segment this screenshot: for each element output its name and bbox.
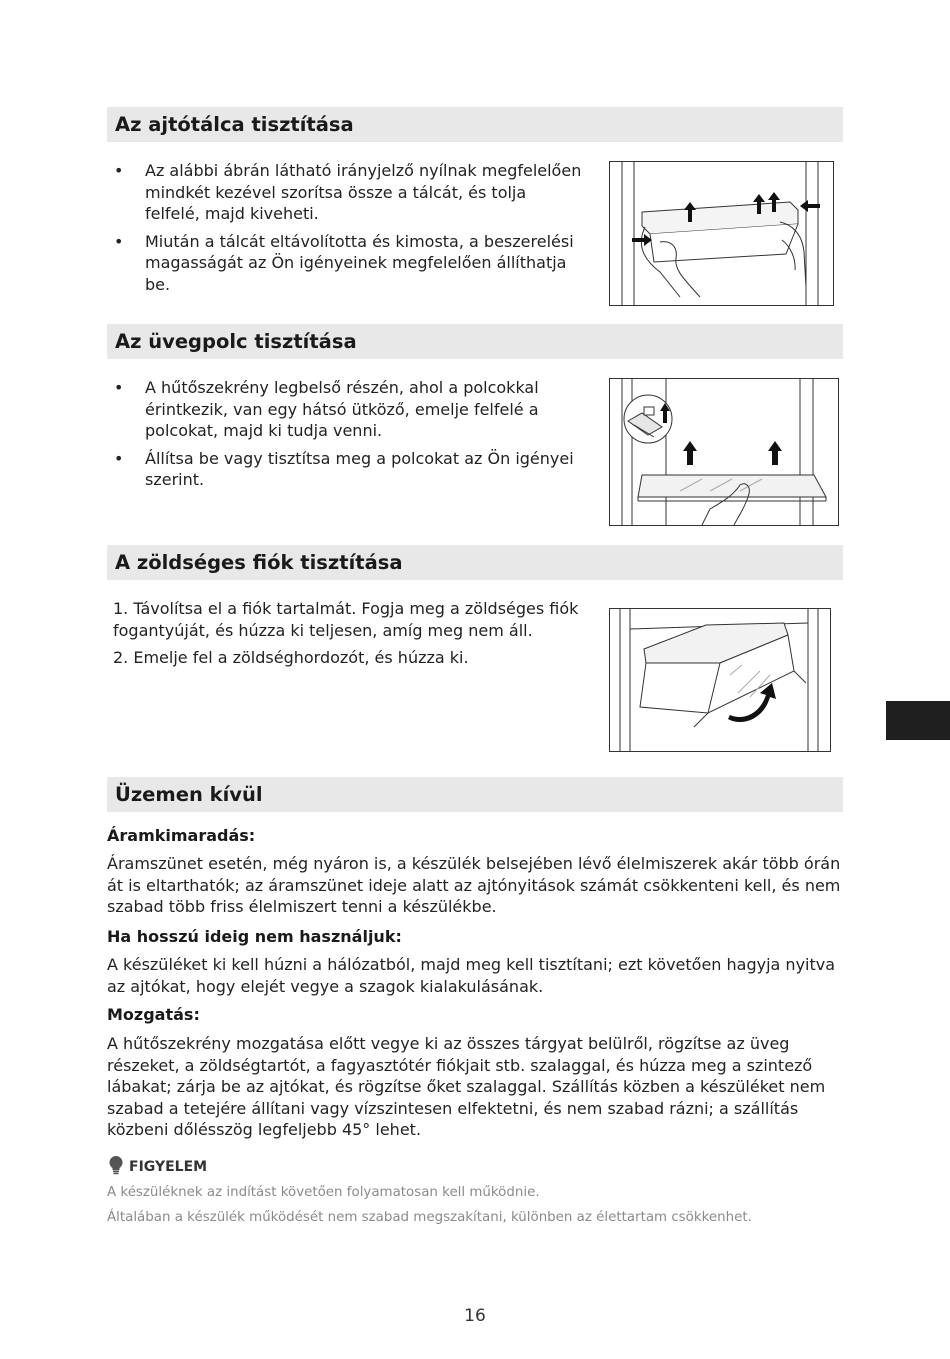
crisper-steps [113, 598, 588, 675]
list-item: • A hűtőszekrény legbelső részén, ahol a polcokkal érintkezik, van egy hátsó ütköző, emelje felfelé a polcokat, majd ki tudja venni. [114, 377, 584, 442]
subheading-long-unused: Ha hosszú ideig nem használjuk: [107, 927, 402, 946]
paragraph-power-outage: Áramszünet esetén, még nyáron is, a készülék belsejében lévő élelmiszerek akár több órán át is eltarthatók; az áramszünet ideje alatt az ajtónyitások számát csökkenteni kell, és nem szabad több friss élelmiszert tenni a készülékbe. [107, 854, 841, 916]
notice-line: A készüléknek az indítást követően folyamatosan kell működnie. [107, 1185, 540, 1200]
subheading-power-outage: Áramkimaradás: [107, 826, 256, 845]
list-item: 1. Távolítsa el a fiók tartalmát. Fogja meg a zöldséges fiók fogantyúját, és húzza ki teljesen, amíg meg nem áll. [113, 599, 579, 640]
page-number: 16 [464, 1306, 486, 1326]
paragraph-moving: A hűtőszekrény mozgatása előtt vegye ki az összes tárgyat belülről, rögzítse az üveg részeket, a zöldségtartót, a fagyasztótér fiókjait stb. szalaggal, és húzza meg a szintező lábakat; zárja be az ajtókat, és rögzítse őket szalaggal. Szállítás közben a készüléket nem szabad a tetejére állítani vagy vízszintesen elfektetni, és nem szabad rázni; a szállítás közbeni dőlésszög legfeljebb 45° lehet. [107, 1034, 826, 1139]
list-item: • Állítsa be vagy tisztítsa meg a polcokat az Ön igényei szerint. [114, 448, 584, 491]
page-tab-marker [886, 701, 950, 740]
list-item: 2. Emelje fel a zöldséghordozót, és húzza ki. [113, 648, 469, 667]
door-tray-list [114, 160, 584, 301]
subheading-moving: Mozgatás: [107, 1005, 200, 1024]
door-tray-illustration [609, 161, 834, 306]
lightbulb-icon [107, 1155, 125, 1179]
notice-line: Általában a készülék működését nem szabad megszakítani, különben az élettartam csökkenhet. [107, 1210, 752, 1225]
crisper-illustration [609, 608, 831, 752]
notice-title: FIGYELEM [129, 1159, 208, 1175]
glass-shelf-list [114, 377, 584, 497]
notice-heading [107, 1156, 207, 1178]
list-item: • Az alábbi ábrán látható irányjelző nyílnak megfelelően mindkét kezével szorítsa össze a tálcát, és tolja felfelé, majd kiveheti. [114, 160, 584, 225]
section-title-door-tray: Az ajtótálca tisztítása [107, 107, 843, 142]
paragraph-long-unused: A készüléket ki kell húzni a hálózatból, majd meg kell tisztítani; ezt követően hagyja nyitva az ajtókat, hogy elejét vegye a szagok kialakulásának. [107, 955, 836, 996]
glass-shelf-illustration [609, 378, 839, 526]
section-title-out-of-service: Üzemen kívül [107, 777, 843, 812]
list-item: • Miután a tálcát eltávolította és kimosta, a beszerelési magasságát az Ön igényeinek megfelelően állíthatja be. [114, 231, 584, 296]
section-title-glass-shelf: Az üvegpolc tisztítása [107, 324, 843, 359]
section-title-crisper: A zöldséges fiók tisztítása [107, 545, 843, 580]
